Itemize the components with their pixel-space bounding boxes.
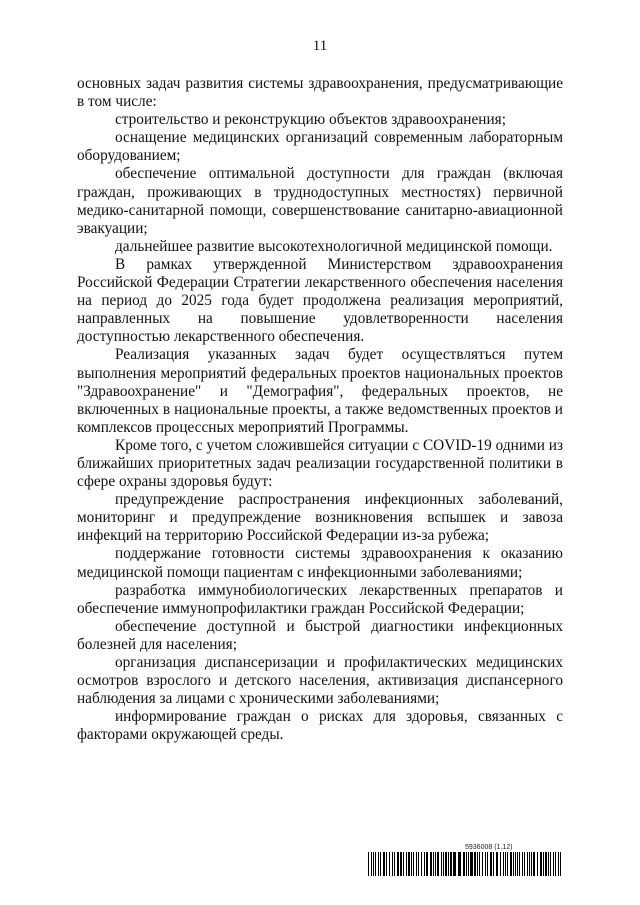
barcode-bar: [403, 852, 404, 876]
barcode-bar: [545, 852, 547, 876]
barcode-bar: [519, 852, 520, 876]
barcode-bar: [517, 852, 518, 876]
paragraph-5: дальнейшее развитие высокотехнологичной медицинской помощи.: [115, 237, 553, 255]
page-number: 11: [312, 38, 328, 54]
barcode-bar: [430, 852, 432, 876]
barcode-bar: [443, 852, 444, 876]
barcode-bar: [500, 852, 501, 876]
barcode-bar: [389, 852, 390, 876]
barcode-bar: [435, 852, 436, 876]
barcode-bar: [493, 852, 494, 876]
barcode-bar: [413, 852, 414, 876]
paragraph-4: обеспечение оптимальной доступности для граждан (включая граждан, проживающих в труднодоступных местностях) первичной медико-санитарной помощи, совершенствование санитарно-авиационной эвакуации;: [77, 165, 563, 237]
body-text: [77, 75, 563, 744]
barcode-bar: [392, 852, 393, 876]
paragraph-6: В рамках утвержденной Министерством здравоохранения Российской Федерации Стратегии лекарственного обеспечения населения на период до 2025 года будет продолжена реализация мероприятий, направленных на повышение удовлетворенности населения доступностью лекарственного обеспечения.: [77, 255, 563, 346]
barcode-bar: [503, 852, 504, 876]
barcode-bar: [394, 852, 395, 876]
paragraph-13: организация диспансеризации и профилактических медицинских осмотров взрослого и детского населения, активизация диспансерного наблюдения за лицами с хроническими заболеваниями;: [77, 654, 563, 708]
barcode-bar: [505, 852, 506, 876]
paragraph-12: обеспечение доступной и быстрой диагностики инфекционных болезней для населения;: [77, 617, 563, 653]
document-code: 5936008 (1.12): [465, 844, 513, 851]
barcode-bar: [375, 852, 376, 876]
barcode-bar: [537, 852, 538, 876]
barcode-bar: [558, 852, 559, 876]
barcode-bar: [553, 852, 554, 876]
barcode-bar: [424, 852, 425, 876]
paragraph-11: разработка иммунобиологических лекарственных препаратов и обеспечение иммунопрофилактики граждан Российской Федерации;: [77, 581, 563, 617]
barcode-bar: [380, 852, 381, 876]
barcode-bar: [479, 852, 480, 876]
barcode-bar: [548, 852, 549, 876]
barcode-bar: [411, 852, 412, 876]
barcode-bar: [522, 852, 523, 876]
barcode-bar: [496, 852, 498, 876]
barcode-bar: [400, 852, 402, 876]
barcode-bar: [533, 852, 535, 876]
barcode-bar: [397, 852, 399, 876]
barcode-bar: [490, 852, 492, 876]
barcode-bar: [531, 852, 532, 876]
barcode-bar: [453, 852, 456, 876]
barcode-bar: [515, 852, 516, 876]
paragraph-2: строительство и реконструкцию объектов здравоохранения;: [115, 111, 506, 129]
barcode-bar: [378, 852, 379, 876]
paragraph-3: оснащение медицинских организаций современным лабораторным оборудованием;: [77, 129, 563, 165]
barcode-bar: [416, 852, 417, 876]
paragraph-10: поддержание готовности системы здравоохранения к оказанию медицинской помощи пациентам с инфекционными заболеваниями;: [77, 545, 563, 581]
barcode-bar: [474, 852, 476, 876]
barcode-bar: [383, 852, 385, 876]
barcode-bar: [550, 852, 551, 876]
barcode-bar: [373, 852, 374, 876]
barcode-bar: [463, 852, 465, 876]
barcode-bar: [448, 852, 449, 876]
barcode-bar: [477, 852, 478, 876]
barcode-bar: [507, 852, 508, 876]
barcode-bar: [458, 852, 461, 876]
barcode-bar: [426, 852, 428, 876]
barcode-bar: [487, 852, 488, 876]
paragraph-14: информирование граждан о рисках для здоровья, связанных с факторами окружающей среды.: [77, 708, 563, 744]
barcode-bar: [560, 852, 561, 876]
barcode-icon: [368, 852, 562, 876]
paragraph-8: Кроме того, с учетом сложившейся ситуации с COVID-19 одними из ближайших приоритетных задач реализации государственной политики в сфере охраны здоровья будут:: [77, 436, 563, 491]
barcode-bar: [441, 852, 442, 876]
paragraph-1: основных задач развития системы здравоохранения, предусматривающие в том числе:: [77, 75, 563, 111]
barcode-bar: [510, 852, 512, 876]
barcode-bar: [368, 852, 369, 876]
barcode-bar: [482, 852, 483, 876]
barcode-bar: [421, 852, 422, 876]
barcode-bar: [543, 852, 544, 876]
barcode-bar: [466, 852, 467, 876]
barcode-bar: [408, 852, 410, 876]
barcode-bar: [555, 852, 556, 876]
barcode-bar: [371, 852, 372, 876]
paragraph-9: предупреждение распространения инфекционных заболеваний, мониторинг и предупреждение возникновения вспышек и завоза инфекций на территорию Российской Федерации из-за рубежа;: [77, 491, 563, 545]
barcode-bar: [386, 852, 387, 876]
barcode-bar: [529, 852, 530, 876]
barcode-bar: [527, 852, 528, 876]
paragraph-7: Реализация указанных задач будет осуществляться путем выполнения мероприятий федеральных проектов национальных проектов "Здравоохранение" и "Демография", федеральных проектов, не включенных в национальные проекты, а также ведомственных проектов и комплексов процессных мероприятий Программы.: [77, 346, 563, 436]
barcode-bar: [485, 852, 486, 876]
barcode-bar: [433, 852, 434, 876]
barcode-bar: [470, 852, 473, 876]
barcode-bar: [513, 852, 514, 876]
barcode-bar: [418, 852, 419, 876]
barcode-bar: [445, 852, 447, 876]
barcode-bar: [406, 852, 407, 876]
barcode-bar: [524, 852, 525, 876]
barcode-bar: [450, 852, 452, 876]
barcode-bar: [437, 852, 439, 876]
barcode-bar: [540, 852, 542, 876]
barcode-bar: [468, 852, 469, 876]
